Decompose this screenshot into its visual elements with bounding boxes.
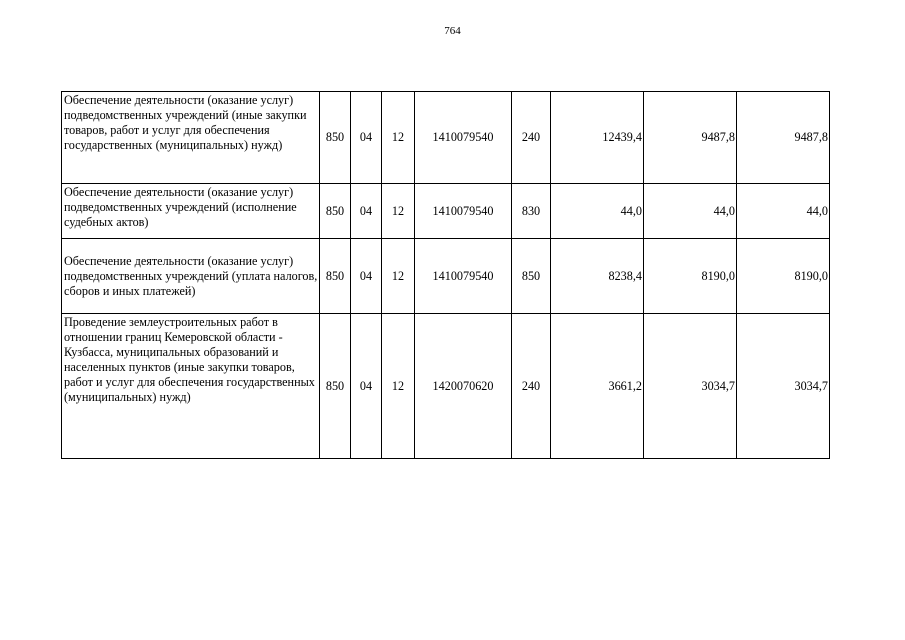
target-article-code: 1410079540 [415, 184, 512, 239]
budget-table [61, 91, 830, 459]
row-description: Обеспечение деятельности (оказание услуг) подведомственных учреждений (исполнение судебных актов) [62, 184, 320, 239]
subsection-code: 12 [382, 239, 415, 314]
table-row [62, 314, 830, 459]
amount-3: 8190,0 [737, 239, 830, 314]
expense-type-code: 240 [512, 92, 551, 184]
amount-1: 44,0 [551, 184, 644, 239]
subsection-code: 12 [382, 314, 415, 459]
page-number: 764 [444, 25, 461, 37]
subsection-code: 12 [382, 184, 415, 239]
ministry-code: 850 [320, 184, 351, 239]
amount-1: 12439,4 [551, 92, 644, 184]
target-article-code: 1410079540 [415, 239, 512, 314]
ministry-code: 850 [320, 239, 351, 314]
expense-type-code: 240 [512, 314, 551, 459]
ministry-code: 850 [320, 92, 351, 184]
amount-1: 3661,2 [551, 314, 644, 459]
table-row [62, 184, 830, 239]
table-row [62, 92, 830, 184]
amount-3: 3034,7 [737, 314, 830, 459]
section-code: 04 [351, 184, 382, 239]
subsection-code: 12 [382, 92, 415, 184]
amount-2: 3034,7 [644, 314, 737, 459]
row-description: Обеспечение деятельности (оказание услуг) подведомственных учреждений (иные закупки товаров, работ и услуг для обеспечения государственных (муниципальных) нужд) [62, 92, 320, 184]
amount-2: 8190,0 [644, 239, 737, 314]
amount-3: 9487,8 [737, 92, 830, 184]
expense-type-code: 850 [512, 239, 551, 314]
target-article-code: 1410079540 [415, 92, 512, 184]
ministry-code: 850 [320, 314, 351, 459]
section-code: 04 [351, 239, 382, 314]
expense-type-code: 830 [512, 184, 551, 239]
row-description: Обеспечение деятельности (оказание услуг) подведомственных учреждений (уплата налогов, сборов и иных платежей) [62, 239, 320, 314]
amount-1: 8238,4 [551, 239, 644, 314]
section-code: 04 [351, 92, 382, 184]
amount-2: 44,0 [644, 184, 737, 239]
table-row [62, 239, 830, 314]
section-code: 04 [351, 314, 382, 459]
target-article-code: 1420070620 [415, 314, 512, 459]
amount-3: 44,0 [737, 184, 830, 239]
amount-2: 9487,8 [644, 92, 737, 184]
row-description: Проведение землеустроительных работ в отношении границ Кемеровской области - Кузбасса, муниципальных образований и населенных пунктов (иные закупки товаров, работ и услуг для обеспечения государственных (муниципальных) нужд) [62, 314, 320, 459]
